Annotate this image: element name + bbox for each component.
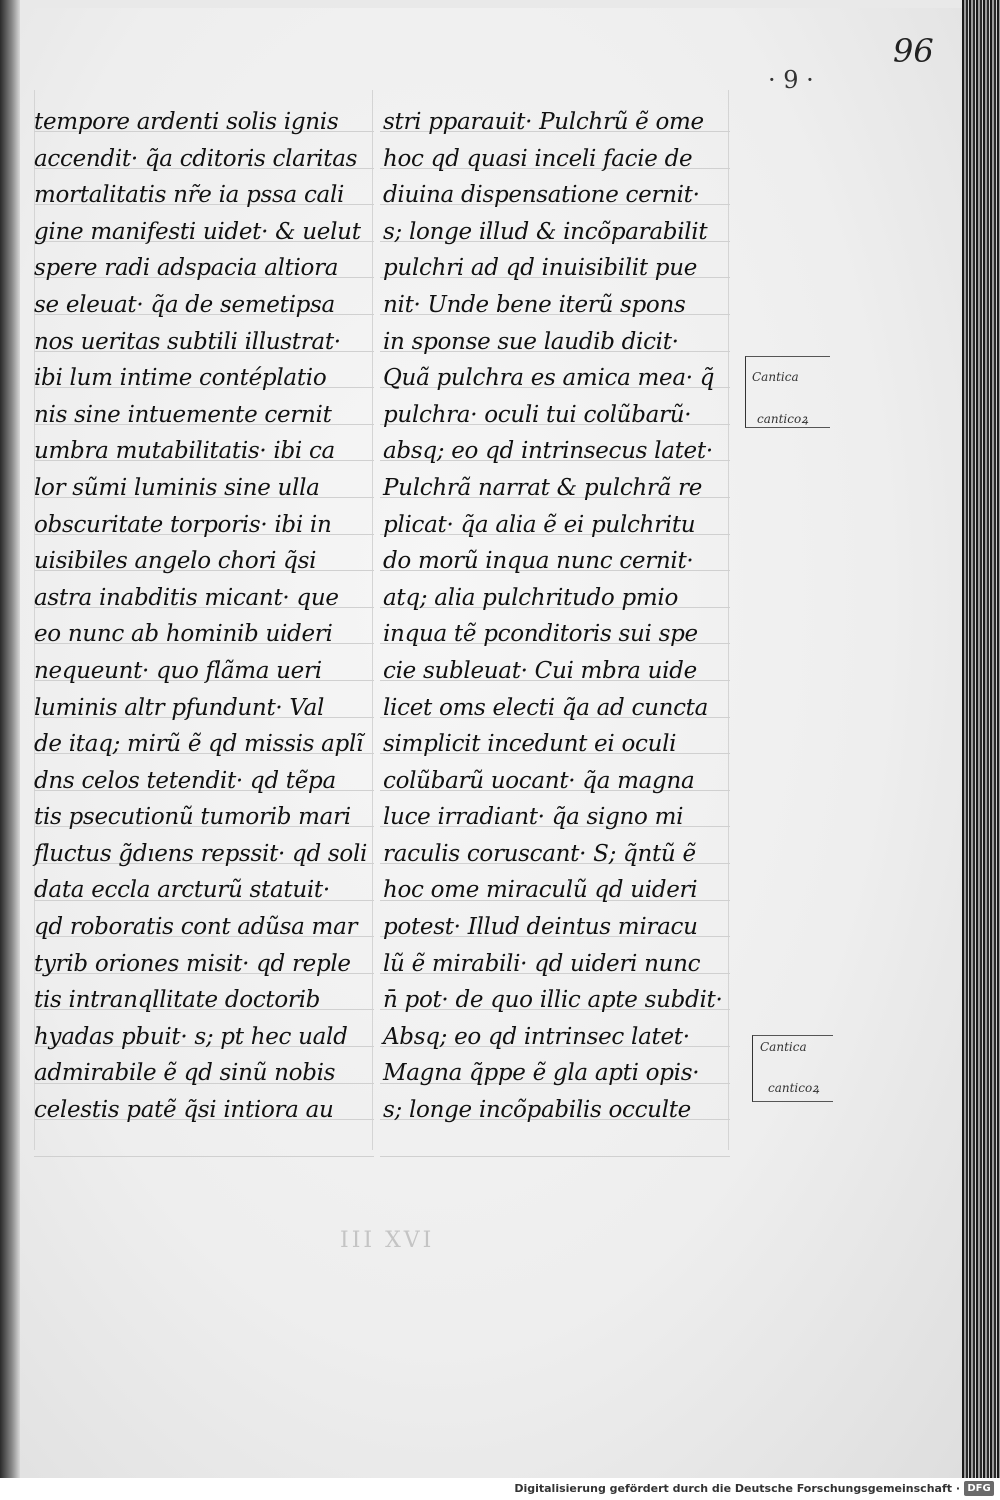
left-column-line: tempore ardenti solis ignis <box>34 109 339 135</box>
left-column-line: obscuritate torporis· ibi in <box>34 511 332 538</box>
right-column-line: cie subleuat· Cui mbra uide <box>383 657 697 684</box>
left-column-line: de itaq; mirũ ẽ qd missis aplĩ <box>34 731 364 758</box>
left-column-line: nis sine intuemente cernit <box>34 401 332 428</box>
right-column-line: stri pparauit· Pulchrũ ẽ ome <box>383 109 704 135</box>
left-column-line: data eccla arcturũ statuit· <box>34 877 330 904</box>
right-column-line: colũbarũ uocant· q̃a magna <box>383 767 695 794</box>
right-column-line: n̄ pot· de quo illic apte subdit· <box>383 987 723 1014</box>
right-text-column <box>383 104 728 1129</box>
left-column-line: umbra mutabilitatis· ibi ca <box>34 438 335 465</box>
right-column-line: Pulchrã narrat & pulchrã re <box>383 474 703 501</box>
left-column-line: admirabile ẽ qd sinũ nobis <box>34 1060 336 1087</box>
left-column-line: fluctus g̃dıens repssit· qd soli <box>34 840 368 867</box>
left-column-line: qd roboratis cont adũsa mar <box>34 914 358 941</box>
book-edge <box>962 0 1000 1500</box>
margin-gloss-1-line1: Cantica <box>752 370 799 384</box>
right-column-line: nit· Unde bene iterũ spons <box>383 291 686 318</box>
dfg-logo: DFG <box>964 1481 994 1496</box>
right-column-line: in sponse sue laudib dicit· <box>383 328 679 355</box>
left-column-line: gine manifesti uidet· & uelut <box>34 218 361 245</box>
right-column-line: s; longe illud & incõparabilit <box>383 218 708 245</box>
right-column-line: simplicit incedunt ei oculi <box>383 731 677 758</box>
left-column-line: tyrib oriones misit· qd reple <box>34 950 351 977</box>
left-column-line: luminis altr pfundunt· Val <box>34 694 325 721</box>
right-column-line: raculis coruscant· S; q̃ntũ ẽ <box>383 840 696 867</box>
left-column-line: celestis patẽ q̃si intiora au <box>34 1097 334 1124</box>
left-column-line: mortalitatis nr̃e ia pssa cali <box>34 182 345 209</box>
left-column-line: se eleuat· q̃a de semetipsa <box>34 291 335 318</box>
left-column-line: nequeunt· quo flãma ueri <box>34 657 322 684</box>
quire-mark: · 9 · <box>768 66 814 94</box>
left-column-line: uisibiles angelo chori q̃si <box>34 548 317 575</box>
folio-number: 96 <box>893 32 934 70</box>
left-column-line: tis psecutionũ tumorib mari <box>34 804 351 831</box>
footer-bar <box>0 1478 1000 1500</box>
right-column-line: Absq; eo qd intrinsec latet· <box>383 1023 690 1050</box>
right-column-line: diuina dispensatione cernit· <box>383 182 700 209</box>
right-column-line: Quã pulchra es amica mea· q̃ <box>383 365 715 392</box>
right-column-line: absq; eo qd intrinsecus latet· <box>383 438 713 465</box>
right-column-line: pulchra· oculi tui colũbarũ· <box>383 401 692 428</box>
left-column-line: spere radi adspacia altiora <box>34 255 339 282</box>
right-column-line: Magna q̃ppe ẽ gla apti opis· <box>383 1060 700 1087</box>
right-margin-rule <box>728 90 729 1150</box>
left-column-line: astra inabditis micant· que <box>34 584 339 611</box>
left-column-line: tis intranqllitate doctorib <box>34 987 321 1014</box>
faint-mark: III XVI <box>340 1228 435 1253</box>
right-column-line: hoc ome miraculũ qd uideri <box>383 877 698 904</box>
left-column-line: dns celos tetendit· qd tẽpa <box>34 767 336 794</box>
right-column-line: plicat· q̃a alia ẽ ei pulchritu <box>383 511 696 538</box>
ruling-line <box>380 1156 730 1157</box>
margin-gloss-2-line2: canticoꝝ <box>768 1081 820 1095</box>
right-column-line: licet oms electi q̃a ad cuncta <box>383 694 709 721</box>
right-column-line: do morũ inqua nunc cernit· <box>383 548 694 575</box>
right-column-line: luce irradiant· q̃a signo mi <box>383 804 684 831</box>
right-column-line: hoc qd quasi inceli facie de <box>383 145 693 172</box>
right-column-line: atq; alia pulchritudo pmio <box>383 584 678 611</box>
right-column-line: lũ ẽ mirabili· qd uideri nunc <box>383 950 701 977</box>
left-column-line: ibi lum intime contéplatio <box>34 365 327 392</box>
left-text-column <box>34 104 368 1129</box>
left-gutter <box>0 0 20 1500</box>
left-column-line: accendit· q̃a cditoris claritas <box>34 145 358 172</box>
right-column-line: inqua tẽ pconditoris sui spe <box>383 621 698 648</box>
right-column-line: potest· Illud deintus miracu <box>383 914 698 941</box>
margin-gloss-2-line1: Cantica <box>760 1040 807 1054</box>
right-column-line: pulchri ad qd inuisibilit pue <box>383 255 698 282</box>
footer-credit: Digitalisierung gefördert durch die Deutsche Forschungsgemeinschaft · <box>514 1482 960 1495</box>
left-column-line: lor sũmi luminis sine ulla <box>34 474 320 501</box>
ruling-line <box>34 1156 374 1157</box>
left-column-line: eo nunc ab hominib uideri <box>34 621 333 648</box>
margin-gloss-1-line2: canticoꝝ <box>757 412 809 426</box>
left-column-line: hyadas pbuit· s; pt hec uald <box>34 1023 348 1050</box>
middle-rule <box>372 90 373 1150</box>
right-column-line: s; longe incõpabilis occulte <box>383 1097 691 1124</box>
left-column-line: nos ueritas subtili illustrat· <box>34 328 341 355</box>
